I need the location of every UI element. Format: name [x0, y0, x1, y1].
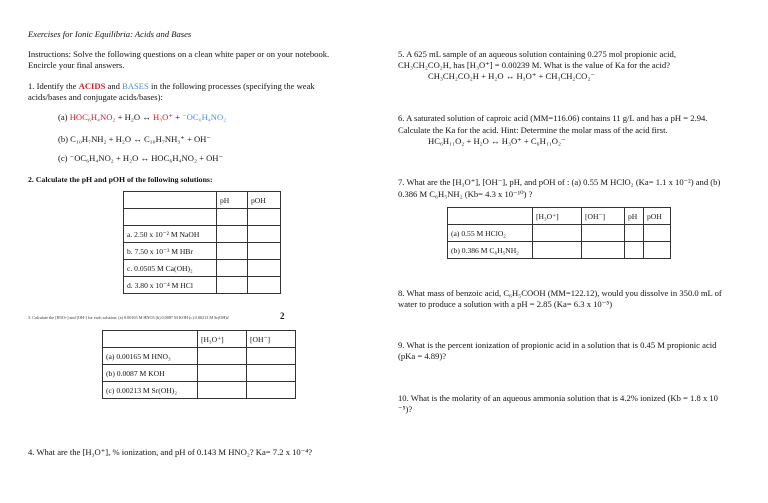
instructions-line-2: Encircle your final answers. — [28, 60, 125, 70]
eq-a-arrow: ↔ — [142, 112, 151, 122]
table-row — [448, 225, 671, 242]
q4-text: 4. What are the [H₃O⁺], % ionization, and pH of 0.143 M HNO₂? Ka= 7.2 x 10⁻⁴? — [28, 447, 313, 457]
q1-line-2: acids/bases and conjugate acids/bases): — [28, 92, 163, 102]
table-row — [103, 382, 296, 399]
bases-word: BASES — [122, 81, 149, 91]
eq-a-conj-acid: H₃O⁺ — [152, 112, 173, 122]
table-row — [124, 277, 281, 294]
table-row — [124, 226, 281, 243]
q3-small-text: 3. Calculate the [H3O+] and [OH-] for each solution: (a) 0.00165 M HNO3 (b) 0.0087 M KOH (c) 0.00213 M Sr(OH)2 — [28, 315, 229, 320]
q1-equation-c: (c) ⁻OC₆H₄NO₂ + H₂O ↔ HOC₆H₄NO₂ + OH⁻ — [58, 153, 224, 163]
table-row — [103, 331, 296, 348]
q2-header-0 — [124, 192, 217, 209]
q2-header-poh: pOH — [248, 192, 281, 209]
q2-table — [123, 191, 281, 294]
q2-row-a: a. 2.50 x 10⁻² M NaOH — [124, 226, 217, 243]
q10-line-1: 10. What is the molarity of an aqueous ammonia solution that is 4.2% ionized (Kb = 1.8 x 10 — [398, 393, 718, 403]
table-row — [448, 242, 671, 259]
q7-header-ph: pH — [625, 208, 644, 225]
eq-a-plus1: + — [117, 112, 123, 122]
table-row — [103, 365, 296, 382]
q7-table — [447, 207, 671, 259]
q3-row-b: (b) 0.0087 M KOH — [103, 365, 198, 382]
eq-a-plus2: + — [175, 112, 180, 122]
q7-header-oh: [OH⁻] — [582, 208, 625, 225]
q7-line-2: 0.386 M C₆H₅NH₂ (Kb= 4.3 x 10⁻¹⁰) ? — [398, 189, 533, 199]
table-row — [124, 243, 281, 260]
page-title: Exercises for Ionic Equilibria: Acids and Bases — [28, 29, 192, 39]
q5-line-2: CH₃CH₂CO₂H, has [H₃O⁺] = 0.00239 M. What is the value of Ka for the acid? — [398, 60, 671, 70]
q6-equation: HC₆H₁₁O₂ + H₂O ↔ H₃O⁺ + C₆H₁₁O₂⁻ — [428, 136, 566, 146]
q1-equation-a — [58, 112, 226, 123]
q3-mark: 2 — [280, 311, 285, 321]
q3-header-0 — [103, 331, 198, 348]
q2-row-d: d. 3.80 x 10⁻⁴ M HCl — [124, 277, 217, 294]
table-row — [124, 192, 281, 209]
q9-line-1: 9. What is the percent ionization of propionic acid in a solution that is 0.45 M propionic acid — [398, 340, 717, 350]
table-row — [124, 209, 281, 226]
q1-and: and — [107, 81, 120, 91]
q1-prefix: 1. Identify the — [28, 81, 77, 91]
q7-header-0 — [448, 208, 533, 225]
q6-line-2: Calculate the Ka for the acid. Hint: Determine the molar mass of the acid first. — [398, 125, 668, 135]
eq-a-conj-base: ⁻OC₆H₄NO₂ — [182, 112, 227, 122]
table-row — [124, 260, 281, 277]
eq-a-acid: HOC₆H₄NO₂ — [69, 112, 116, 122]
q2-row-b: b. 7.50 x 10⁻³ M HBr — [124, 243, 217, 260]
q5-line-1: 5. A 625 mL sample of an aqueous solution containing 0.275 mol propionic acid, — [398, 49, 676, 59]
q6-line-1: 6. A saturated solution of caproic acid (MM=116.06) contains 11 g/L and has a pH = 2.94. — [398, 113, 708, 123]
acids-word: ACIDS — [78, 81, 106, 91]
q3-row-c: (c) 0.00213 M Sr(OH)₂ — [103, 382, 198, 399]
q7-line-1: 7. What are the [H₃O⁺], [OH⁻], pH, and pOH of : (a) 0.55 M HClO₂ (Ka= 1.1 x 10⁻²) and (b) — [398, 177, 721, 187]
q1-equation-b: (b) C₁₀H₇NH₂ + H₂O ↔ C₁₀H₇NH₃⁺ + OH⁻ — [58, 134, 211, 144]
eq-a-water: H₂O — [124, 112, 141, 122]
q3-header-h3o: [H₃O⁺] — [198, 331, 247, 348]
q2-row-c: c. 0.0505 M Ca(OH)₂ — [124, 260, 217, 277]
q2-header-ph: pH — [217, 192, 248, 209]
q3-row-a: (a) 0.00165 M HNO₃ — [103, 348, 198, 365]
eq-a-label: (a) — [58, 112, 68, 122]
q3-table — [102, 330, 296, 399]
q1-line-1 — [28, 81, 315, 92]
q7-row-a: (a) 0.55 M HClO₂ — [448, 225, 533, 242]
q7-header-poh: pOH — [644, 208, 671, 225]
instructions-line-1: Instructions: Solve the following questions on a clean white paper or on your notebook. — [28, 49, 330, 59]
q10-line-2: ⁻⁵)? — [398, 404, 413, 414]
table-row — [448, 208, 671, 225]
q5-equation: CH₃CH₂CO₂H + H₂O ↔ H₃O⁺ + CH₃CH₂CO₂⁻ — [428, 71, 595, 81]
q8-line-2: water to produce a solution with a pH = 2.85 (Ka= 6.3 x 10⁻⁵) — [398, 299, 613, 309]
q8-line-1: 8. What mass of benzoic acid, C₆H₅COOH (MM=122.12), would you dissolve in 350.0 mL of — [398, 288, 722, 298]
q7-header-h3o: [H₃O⁺] — [533, 208, 582, 225]
table-row — [103, 348, 296, 365]
q3-header-oh: [OH⁻] — [247, 331, 296, 348]
q7-row-b: (b) 0.386 M C₆H₅NH₂ — [448, 242, 533, 259]
q9-line-2: (pKa = 4.89)? — [398, 351, 447, 361]
q1-suffix: in the following processes (specifying the weak — [151, 81, 315, 91]
q2-text: 2. Calculate the pH and pOH of the following solutions: — [28, 175, 213, 184]
